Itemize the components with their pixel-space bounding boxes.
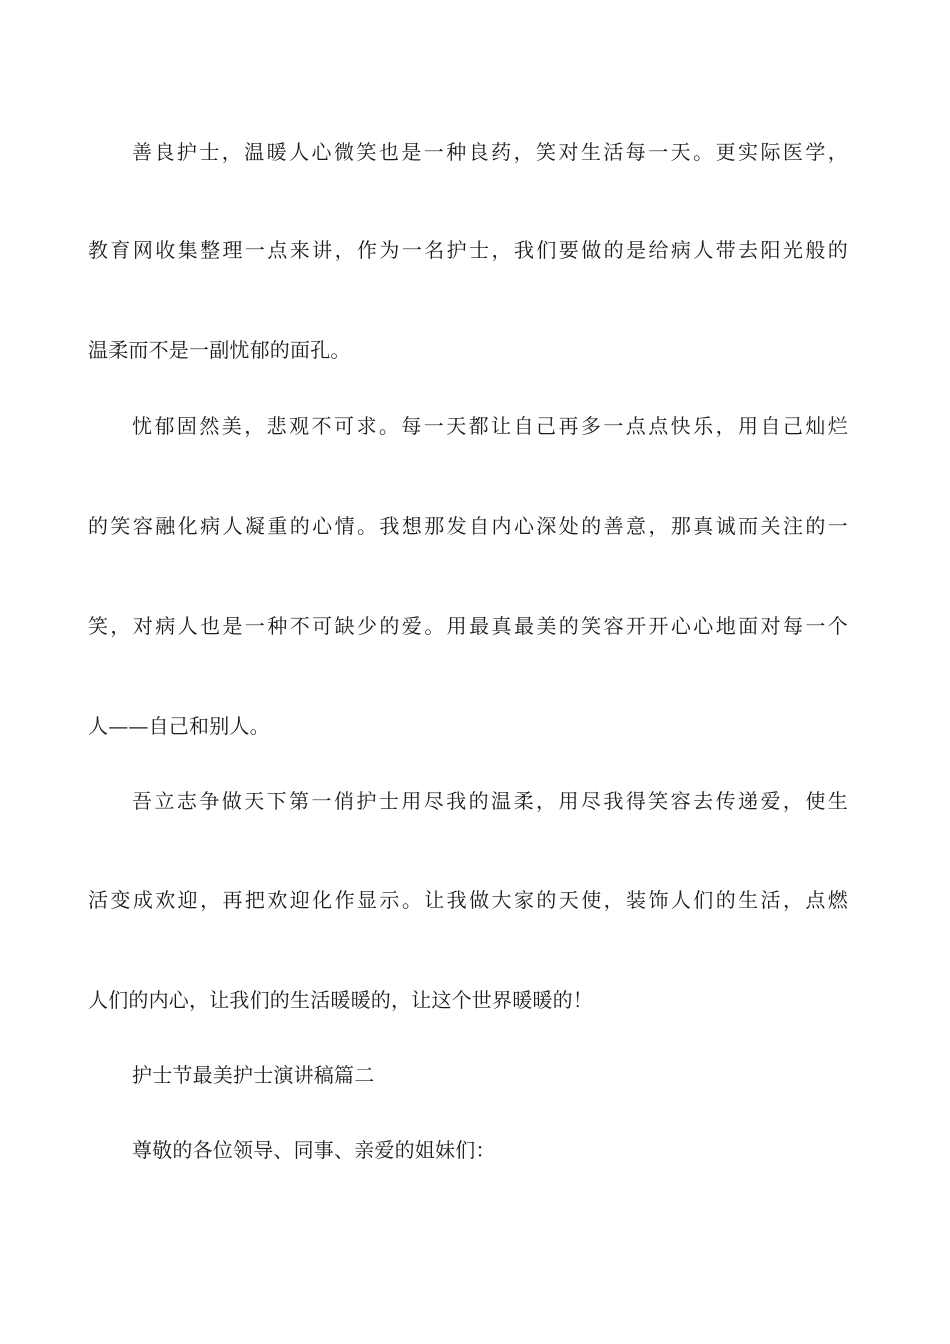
paragraph-1-line-2: 教育网收集整理一点来讲，作为一名护士，我们要做的是给病人带去阳光般的 <box>88 238 848 262</box>
paragraph-2-line-4: 人——自己和别人。 <box>88 714 270 738</box>
section-heading: 护士节最美护士演讲稿篇二 <box>132 1063 375 1087</box>
paragraph-1-line-3: 温柔而不是一副忧郁的面孔。 <box>88 338 351 362</box>
paragraph-2-line-1: 忧郁固然美，悲观不可求。每一天都让自己再多一点点快乐，用自己灿烂 <box>132 414 848 438</box>
paragraph-3-line-3: 人们的内心，让我们的生活暖暖的，让这个世界暖暖的！ <box>88 988 593 1012</box>
paragraph-1-line-1: 善良护士，温暖人心微笑也是一种良药，笑对生活每一天。更实际医学， <box>132 140 848 164</box>
salutation: 尊敬的各位领导、同事、亲爱的姐妹们： <box>132 1138 496 1162</box>
paragraph-3-line-1: 吾立志争做天下第一俏护士用尽我的温柔，用尽我得笑容去传递爱，使生 <box>132 789 848 813</box>
paragraph-2-line-2: 的笑容融化病人凝重的心情。我想那发自内心深处的善意，那真诚而关注的一 <box>88 514 848 538</box>
paragraph-2-line-3: 笑，对病人也是一种不可缺少的爱。用最真最美的笑容开开心心地面对每一个 <box>88 614 848 638</box>
paragraph-3-line-2: 活变成欢迎，再把欢迎化作显示。让我做大家的天使，装饰人们的生活，点燃 <box>88 888 848 912</box>
